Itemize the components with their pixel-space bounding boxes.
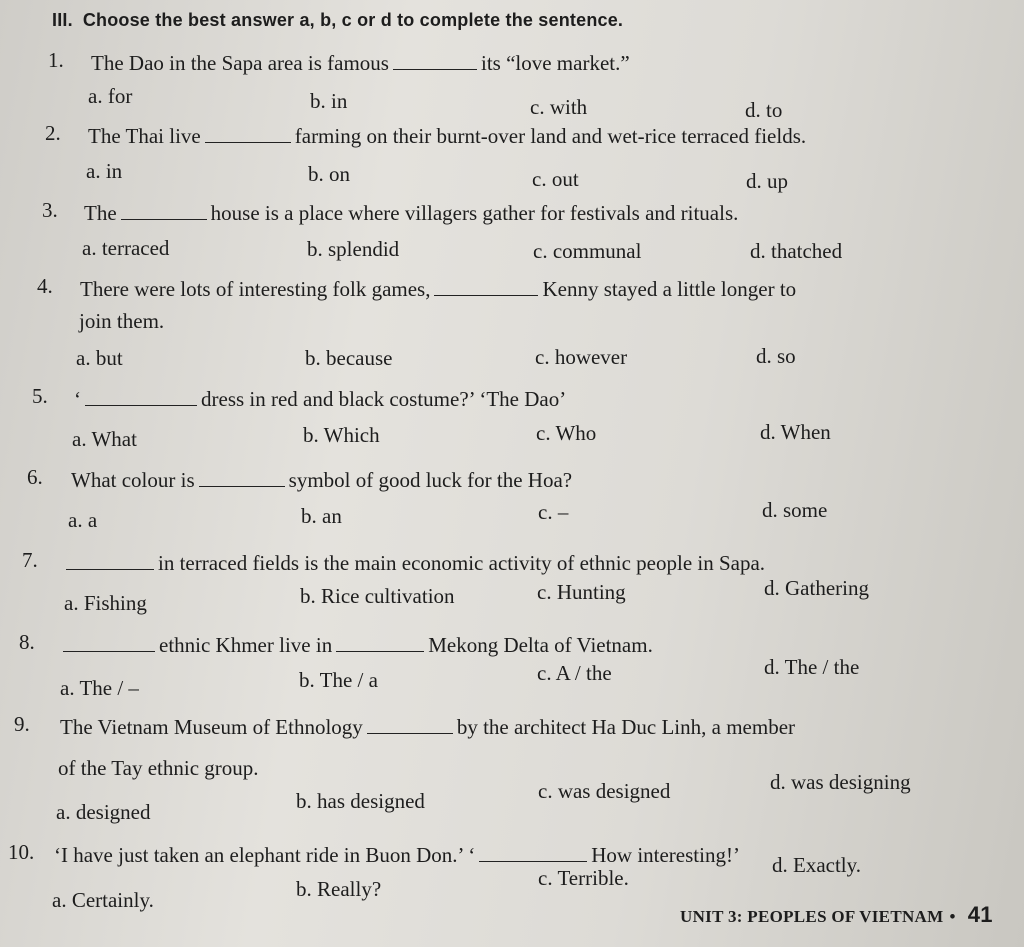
option-a: a. in bbox=[86, 159, 123, 183]
question-number: 3. bbox=[42, 198, 58, 222]
question-number: 6. bbox=[27, 465, 43, 489]
question-number: 1. bbox=[48, 48, 64, 72]
section-heading bbox=[52, 10, 623, 31]
question-number: 2. bbox=[45, 121, 61, 145]
question-text: dress in red and black costume?’ ‘The Dao’ bbox=[201, 387, 567, 411]
option-c: c. Terrible. bbox=[538, 866, 629, 890]
question-9-continuation: of the Tay ethnic group. bbox=[58, 756, 259, 780]
question-text: The Dao in the Sapa area is famous bbox=[91, 51, 389, 75]
answer-blank bbox=[336, 630, 424, 652]
option-b: b. Really? bbox=[296, 877, 382, 901]
footer-bullet: • bbox=[949, 907, 956, 926]
option-d: d. Gathering bbox=[764, 576, 869, 600]
option-b: b. Which bbox=[303, 423, 380, 447]
option-b: b. Rice cultivation bbox=[300, 584, 455, 608]
option-d: d. up bbox=[746, 169, 788, 193]
question-text: in terraced fields is the main economic activity of ethnic people in Sapa. bbox=[158, 551, 766, 575]
option-a: a. What bbox=[72, 427, 137, 451]
option-b: b. because bbox=[305, 346, 393, 370]
option-d: d. some bbox=[762, 498, 828, 522]
question-text: its “love market.” bbox=[480, 51, 630, 75]
answer-blank bbox=[434, 274, 538, 296]
question-text: The Thai live bbox=[88, 124, 201, 148]
answer-blank bbox=[63, 630, 155, 652]
option-c: c. communal bbox=[533, 239, 642, 263]
option-a: a. for bbox=[88, 84, 133, 108]
answer-blank bbox=[205, 121, 291, 143]
option-d: d. so bbox=[756, 344, 796, 368]
question-text: The bbox=[84, 201, 117, 225]
option-c: c. out bbox=[532, 167, 579, 191]
question-text: The Vietnam Museum of Ethnology bbox=[60, 715, 363, 739]
option-a: a. Fishing bbox=[64, 591, 147, 615]
option-a: a. a bbox=[68, 508, 98, 532]
option-c: c. however bbox=[535, 345, 628, 369]
option-d: d. to bbox=[745, 98, 783, 122]
option-c: c. with bbox=[530, 95, 588, 119]
question-text: ‘I have just taken an elephant ride in Buon Don.’ ‘ bbox=[54, 843, 476, 867]
option-d: d. The / the bbox=[764, 655, 860, 679]
option-b: b. on bbox=[308, 162, 350, 186]
question-number: 10. bbox=[8, 840, 35, 864]
unit-title: UNIT 3: PEOPLES OF VIETNAM bbox=[680, 907, 944, 926]
option-c: c. Hunting bbox=[537, 580, 626, 604]
option-a: a. terraced bbox=[82, 236, 170, 260]
question-text: symbol of good luck for the Hoa? bbox=[288, 468, 573, 492]
answer-blank bbox=[199, 465, 285, 487]
option-d: d. Exactly. bbox=[772, 853, 862, 877]
answer-blank bbox=[85, 384, 197, 406]
option-b: b. an bbox=[301, 504, 342, 528]
page-number: 41 bbox=[967, 902, 993, 927]
question-text: ‘ bbox=[74, 387, 81, 411]
answer-blank bbox=[121, 198, 207, 220]
question-4-continuation: join them. bbox=[79, 309, 165, 333]
question-text: Kenny stayed a little longer to bbox=[542, 277, 797, 301]
option-d: d. was designing bbox=[770, 770, 911, 794]
answer-blank bbox=[66, 548, 154, 570]
option-a: a. but bbox=[76, 346, 123, 370]
question-number: 9. bbox=[14, 712, 30, 736]
answer-blank bbox=[393, 48, 477, 70]
section-number: III. bbox=[52, 10, 73, 30]
answer-blank bbox=[367, 712, 453, 734]
option-b: b. The / a bbox=[299, 668, 378, 692]
question-text: How interesting!’ bbox=[591, 843, 740, 867]
question-number: 5. bbox=[32, 384, 48, 408]
section-instruction: Choose the best answer a, b, c or d to complete the sentence. bbox=[82, 10, 624, 30]
question-text: farming on their burnt-over land and wet-rice terraced fields. bbox=[294, 124, 807, 148]
option-b: b. splendid bbox=[307, 237, 400, 261]
option-b: b. in bbox=[310, 89, 348, 113]
option-a: a. The / – bbox=[60, 676, 139, 700]
option-d: d. thatched bbox=[750, 239, 843, 263]
question-text: by the architect Ha Duc Linh, a member bbox=[456, 715, 796, 739]
option-c: c. – bbox=[538, 500, 569, 524]
question-text: ethnic Khmer live in bbox=[159, 633, 333, 657]
question-number: 4. bbox=[37, 274, 53, 298]
question-number: 7. bbox=[22, 548, 38, 572]
option-c: c. was designed bbox=[538, 779, 671, 803]
question-number: 8. bbox=[19, 630, 35, 654]
option-b: b. has designed bbox=[296, 789, 425, 813]
question-text: There were lots of interesting folk games, bbox=[80, 277, 431, 301]
option-a: a. Certainly. bbox=[52, 888, 154, 912]
option-c: c. Who bbox=[536, 421, 597, 445]
question-text: house is a place where villagers gather for festivals and rituals. bbox=[210, 201, 739, 225]
page-footer bbox=[680, 902, 993, 928]
question-text: Mekong Delta of Vietnam. bbox=[428, 633, 653, 657]
option-a: a. designed bbox=[56, 800, 151, 824]
option-c: c. A / the bbox=[537, 661, 612, 685]
option-d: d. When bbox=[760, 420, 831, 444]
answer-blank bbox=[479, 840, 587, 862]
question-text: What colour is bbox=[71, 468, 195, 492]
